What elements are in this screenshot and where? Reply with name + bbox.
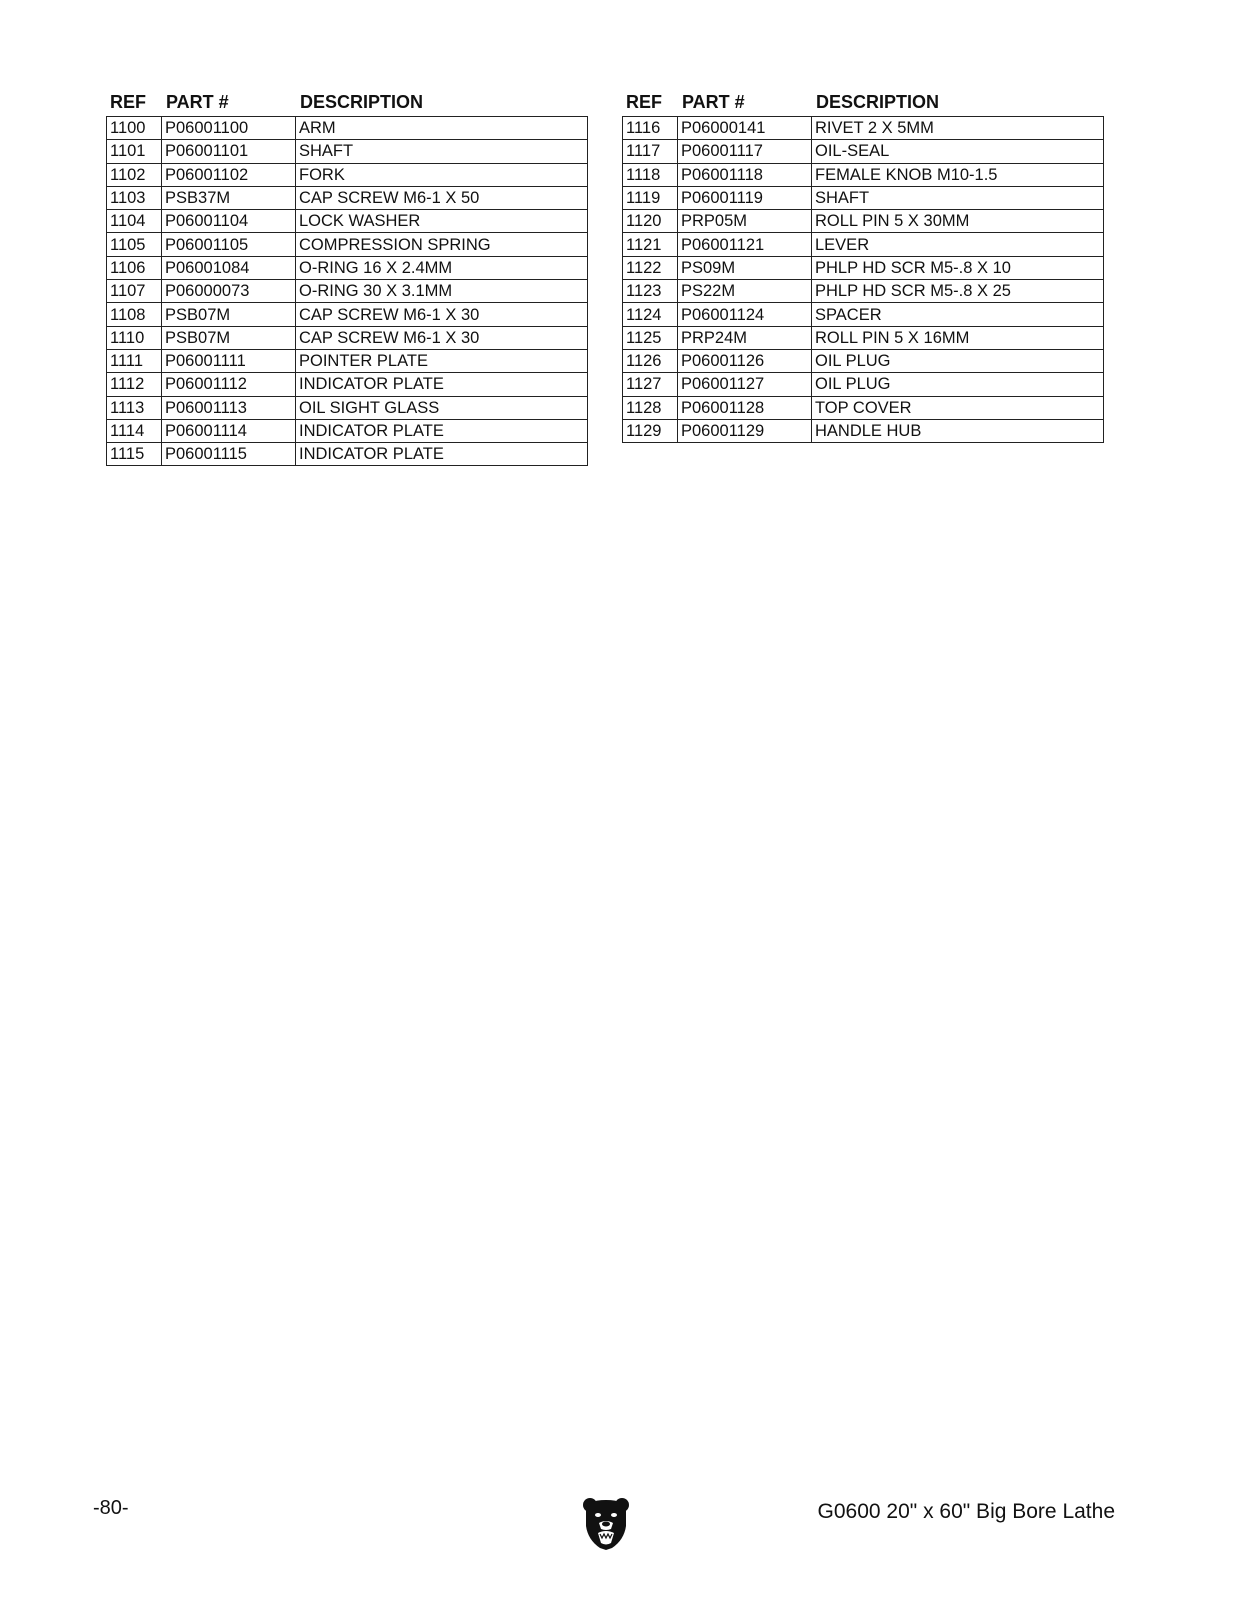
table-row <box>107 210 588 233</box>
description-cell: INDICATOR PLATE <box>296 419 588 442</box>
ref-cell: 1122 <box>623 256 678 279</box>
description-cell: SHAFT <box>296 140 588 163</box>
part-number-cell: PRP24M <box>678 326 812 349</box>
part-number-cell: P06001129 <box>678 419 812 442</box>
ref-cell: 1114 <box>107 419 162 442</box>
description-cell: FEMALE KNOB M10-1.5 <box>812 163 1104 186</box>
part-number-cell: P06001084 <box>162 256 296 279</box>
ref-cell: 1100 <box>107 117 162 140</box>
ref-cell: 1113 <box>107 396 162 419</box>
ref-cell: 1120 <box>623 210 678 233</box>
ref-cell: 1124 <box>623 303 678 326</box>
description-cell: POINTER PLATE <box>296 349 588 372</box>
description-cell: CAP SCREW M6-1 X 30 <box>296 326 588 349</box>
description-cell: CAP SCREW M6-1 X 30 <box>296 303 588 326</box>
left-parts-block <box>106 88 587 466</box>
ref-cell: 1103 <box>107 186 162 209</box>
part-number-cell: P06001121 <box>678 233 812 256</box>
table-row <box>107 163 588 186</box>
table-row <box>623 419 1104 442</box>
ref-cell: 1107 <box>107 280 162 303</box>
description-cell: LEVER <box>812 233 1104 256</box>
part-number-cell: P06001115 <box>162 443 296 466</box>
table-row <box>107 349 588 372</box>
table-row <box>623 140 1104 163</box>
description-cell: INDICATOR PLATE <box>296 443 588 466</box>
right-column-headers <box>622 88 1103 116</box>
description-cell: ARM <box>296 117 588 140</box>
table-row <box>623 303 1104 326</box>
table-row <box>623 373 1104 396</box>
table-row <box>623 349 1104 372</box>
part-number-cell: P06001119 <box>678 186 812 209</box>
description-cell: ROLL PIN 5 X 16MM <box>812 326 1104 349</box>
description-cell: SHAFT <box>812 186 1104 209</box>
ref-cell: 1104 <box>107 210 162 233</box>
table-row <box>107 256 588 279</box>
table-row <box>107 117 588 140</box>
ref-cell: 1115 <box>107 443 162 466</box>
table-row <box>107 280 588 303</box>
table-row <box>623 280 1104 303</box>
ref-cell: 1119 <box>623 186 678 209</box>
ref-cell: 1125 <box>623 326 678 349</box>
ref-cell: 1127 <box>623 373 678 396</box>
left-parts-table <box>106 116 588 466</box>
table-row <box>107 443 588 466</box>
description-cell: OIL PLUG <box>812 373 1104 396</box>
part-number-cell: P06000141 <box>678 117 812 140</box>
ref-cell: 1112 <box>107 373 162 396</box>
part-number-cell: P06001124 <box>678 303 812 326</box>
table-row <box>107 373 588 396</box>
table-row <box>107 140 588 163</box>
description-cell: ROLL PIN 5 X 30MM <box>812 210 1104 233</box>
part-number-cell: PS09M <box>678 256 812 279</box>
part-number-cell: P06001112 <box>162 373 296 396</box>
table-row <box>107 419 588 442</box>
table-row <box>107 326 588 349</box>
header-ref: REF <box>110 92 146 112</box>
left-column-headers <box>106 88 587 116</box>
ref-cell: 1111 <box>107 349 162 372</box>
ref-cell: 1106 <box>107 256 162 279</box>
description-cell: COMPRESSION SPRING <box>296 233 588 256</box>
document-title: G0600 20" x 60" Big Bore Lathe <box>817 1500 1115 1523</box>
ref-cell: 1105 <box>107 233 162 256</box>
header-part-number: PART # <box>682 92 745 112</box>
description-cell: LOCK WASHER <box>296 210 588 233</box>
right-parts-block <box>622 88 1103 443</box>
ref-cell: 1118 <box>623 163 678 186</box>
description-cell: SPACER <box>812 303 1104 326</box>
ref-cell: 1123 <box>623 280 678 303</box>
description-cell: FORK <box>296 163 588 186</box>
part-number-cell: P06001117 <box>678 140 812 163</box>
part-number-cell: PRP05M <box>678 210 812 233</box>
part-number-cell: P06001114 <box>162 419 296 442</box>
ref-cell: 1101 <box>107 140 162 163</box>
part-number-cell: P06001100 <box>162 117 296 140</box>
right-parts-table <box>622 116 1104 443</box>
ref-cell: 1102 <box>107 163 162 186</box>
description-cell: TOP COVER <box>812 396 1104 419</box>
table-row <box>623 186 1104 209</box>
part-number-cell: P06001127 <box>678 373 812 396</box>
description-cell: PHLP HD SCR M5-.8 X 10 <box>812 256 1104 279</box>
part-number-cell: P06000073 <box>162 280 296 303</box>
part-number-cell: P06001102 <box>162 163 296 186</box>
ref-cell: 1126 <box>623 349 678 372</box>
part-number-cell: PSB37M <box>162 186 296 209</box>
table-row <box>623 163 1104 186</box>
description-cell: RIVET 2 X 5MM <box>812 117 1104 140</box>
table-row <box>107 303 588 326</box>
part-number-cell: P06001128 <box>678 396 812 419</box>
part-number-cell: P06001126 <box>678 349 812 372</box>
ref-cell: 1121 <box>623 233 678 256</box>
table-row <box>623 233 1104 256</box>
ref-cell: 1129 <box>623 419 678 442</box>
description-cell: OIL-SEAL <box>812 140 1104 163</box>
header-description: DESCRIPTION <box>300 92 424 112</box>
ref-cell: 1116 <box>623 117 678 140</box>
part-number-cell: P06001111 <box>162 349 296 372</box>
bear-head-icon <box>582 1496 630 1550</box>
table-row <box>623 117 1104 140</box>
part-number-cell: P06001101 <box>162 140 296 163</box>
description-cell: O-RING 30 X 3.1MM <box>296 280 588 303</box>
description-cell: OIL SIGHT GLASS <box>296 396 588 419</box>
description-cell: OIL PLUG <box>812 349 1104 372</box>
table-row <box>107 186 588 209</box>
description-cell: O-RING 16 X 2.4MM <box>296 256 588 279</box>
header-ref: REF <box>626 92 662 112</box>
table-row <box>623 256 1104 279</box>
table-row <box>623 326 1104 349</box>
table-row <box>107 396 588 419</box>
header-part-number: PART # <box>166 92 229 112</box>
ref-cell: 1108 <box>107 303 162 326</box>
part-number-cell: PSB07M <box>162 303 296 326</box>
header-description: DESCRIPTION <box>816 92 940 112</box>
part-number-cell: P06001118 <box>678 163 812 186</box>
part-number-cell: P06001105 <box>162 233 296 256</box>
page-number: -80- <box>93 1497 129 1519</box>
part-number-cell: PS22M <box>678 280 812 303</box>
table-row <box>107 233 588 256</box>
ref-cell: 1110 <box>107 326 162 349</box>
description-cell: PHLP HD SCR M5-.8 X 25 <box>812 280 1104 303</box>
part-number-cell: PSB07M <box>162 326 296 349</box>
part-number-cell: P06001104 <box>162 210 296 233</box>
part-number-cell: P06001113 <box>162 396 296 419</box>
ref-cell: 1128 <box>623 396 678 419</box>
ref-cell: 1117 <box>623 140 678 163</box>
table-row <box>623 210 1104 233</box>
description-cell: CAP SCREW M6-1 X 50 <box>296 186 588 209</box>
table-row <box>623 396 1104 419</box>
description-cell: INDICATOR PLATE <box>296 373 588 396</box>
description-cell: HANDLE HUB <box>812 419 1104 442</box>
